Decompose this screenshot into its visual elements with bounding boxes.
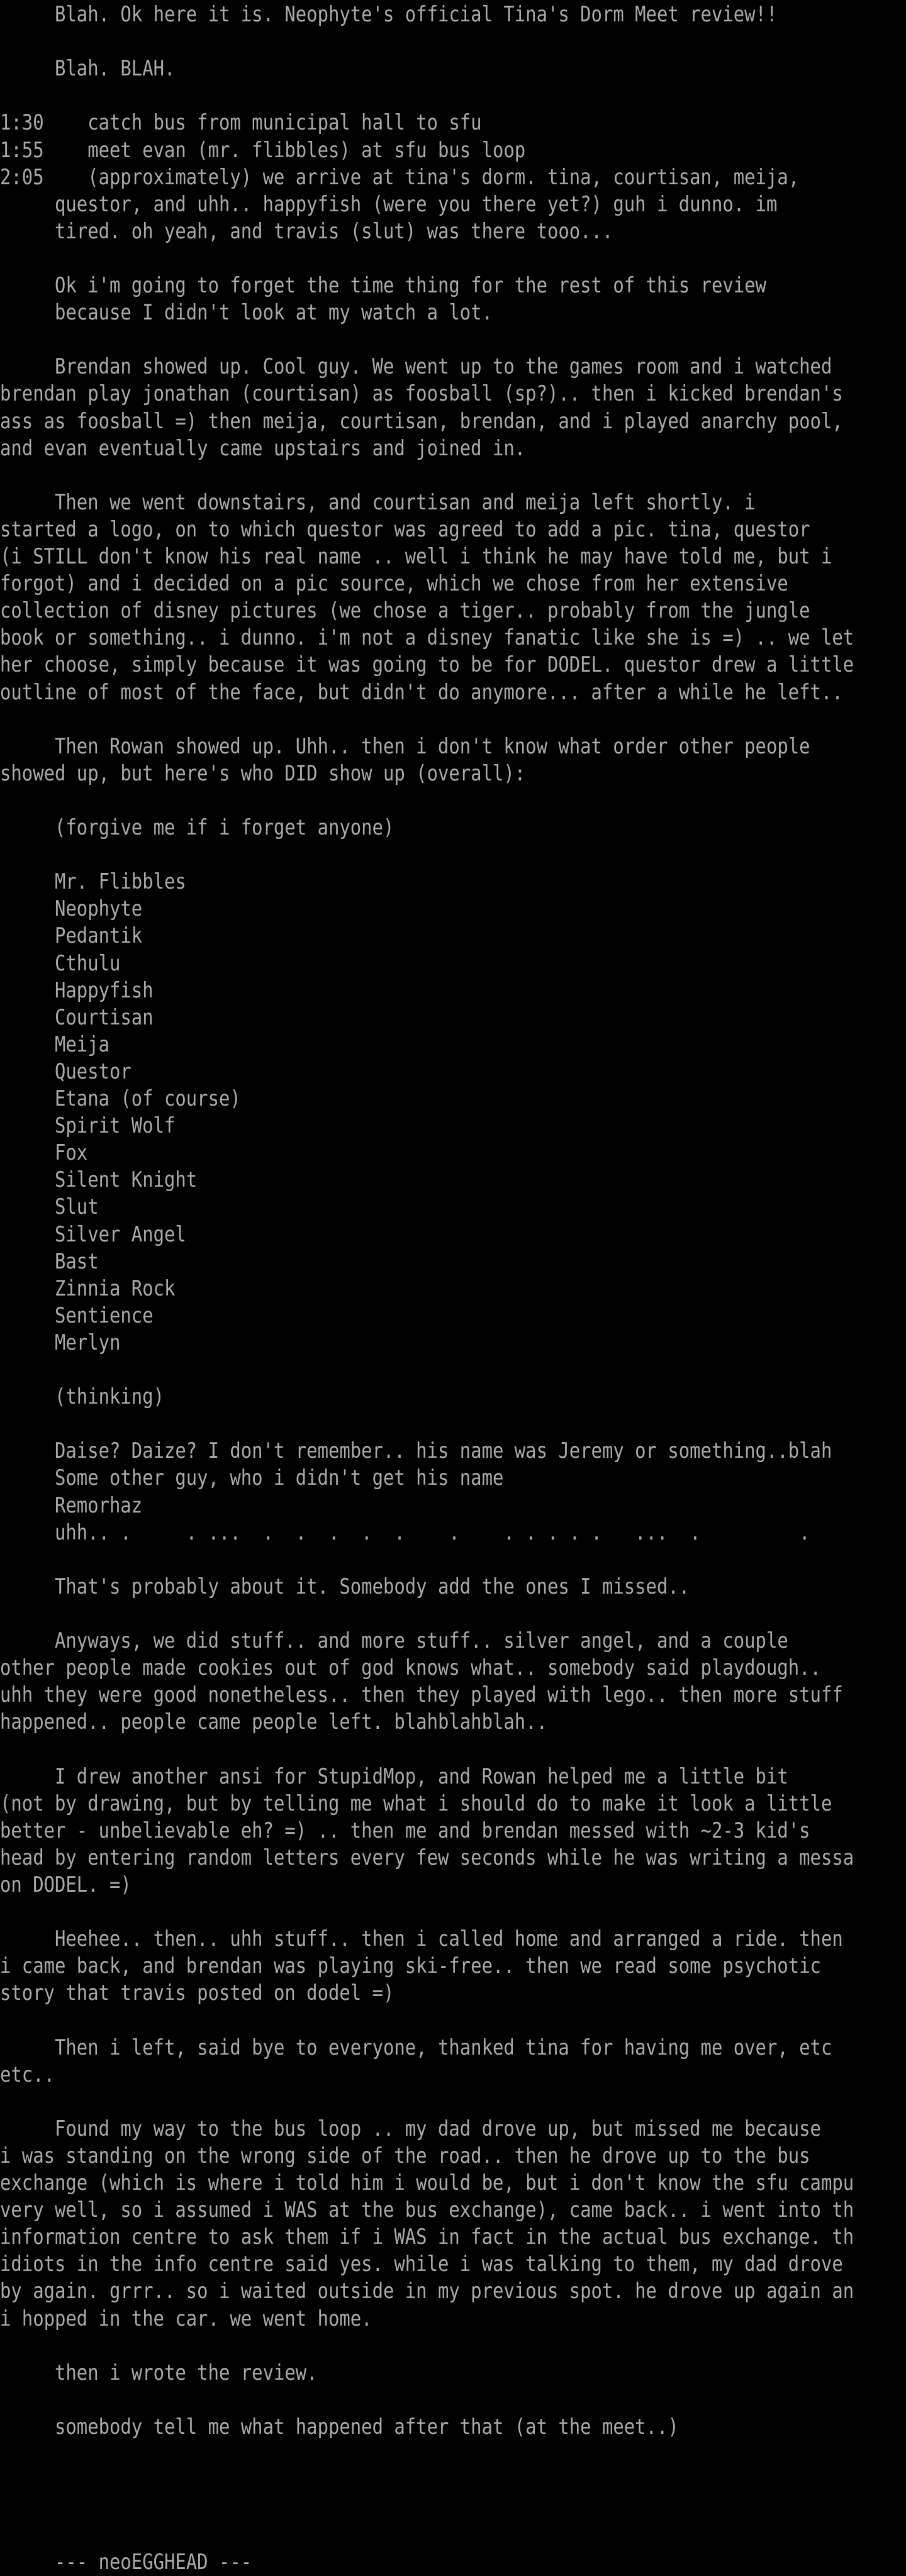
text-line: Slut (0, 1194, 99, 1220)
text-line: --- neoEGGHEAD --- (0, 2550, 252, 2575)
text-line: Then i left, said bye to everyone, thanked tina for having me over, etc (0, 2035, 832, 2060)
text-line: uhh.. . . ... . . . . . . . . . . . ... . . (0, 1519, 810, 1545)
text-line: i came back, and brendan was playing ski-free.. then we read some psychotic (0, 1953, 821, 1979)
text-line: idiots in the info centre said yes. while i was talking to them, my dad drove (0, 2251, 843, 2277)
text-line: Then Rowan showed up. Uhh.. then i don't know what order other people (0, 733, 810, 759)
text-line: brendan play jonathan (courtisan) as foosball (sp?).. then i kicked brendan's (0, 381, 843, 407)
text-line: better - unbelievable eh? =) .. then me and brendan messed with ~2-3 kid's (0, 1818, 810, 1843)
text-line: Bast (0, 1248, 99, 1274)
text-line: Fox (0, 1140, 88, 1166)
text-line: because I didn't look at my watch a lot. (0, 300, 493, 326)
text-line: Daise? Daize? I don't remember.. his name was Jeremy or something..blah (0, 1438, 832, 1464)
text-line: Remorhaz (0, 1492, 143, 1518)
text-line: Sentience (0, 1302, 154, 1328)
text-line: Found my way to the bus loop .. my dad drove up, but missed me because (0, 2116, 821, 2141)
text-line: i hopped in the car. we went home. (0, 2306, 372, 2331)
text-line: 2:05 (approximately) we arrive at tina's dorm. tina, courtisan, meija, (0, 164, 800, 190)
text-line: by again. grrr.. so i waited outside in my previous spot. he drove up again an (0, 2279, 854, 2304)
text-line: Courtisan (0, 1004, 154, 1030)
text-line: Brendan showed up. Cool guy. We went up to the games room and i watched (0, 354, 832, 380)
text-line: (thinking) (0, 1384, 164, 1410)
text-line: etc.. (0, 2062, 55, 2087)
text-line: (forgive me if i forget anyone) (0, 815, 394, 840)
text-line: then i wrote the review. (0, 2360, 318, 2385)
text-line: information centre to ask them if i WAS in fact in the actual bus exchange. th (0, 2224, 854, 2250)
text-line: I drew another ansi for StupidMop, and Rowan helped me a little bit (0, 1763, 788, 1789)
text-line: somebody tell me what happened after that (at the meet..) (0, 2414, 679, 2440)
text-line: Heehee.. then.. uhh stuff.. then i called home and arranged a ride. then (0, 1926, 843, 1952)
text-line: Cthulu (0, 950, 121, 976)
text-line: Meija (0, 1031, 109, 1057)
text-line: Mr. Flibbles (0, 869, 186, 895)
text-line: other people made cookies out of god knows what.. somebody said playdough.. (0, 1655, 821, 1681)
text-line: i was standing on the wrong side of the road.. then he drove up to the bus (0, 2143, 810, 2168)
text-line: Happyfish (0, 977, 154, 1003)
text-line: Pedantik (0, 923, 143, 949)
text-line: Blah. Ok here it is. Neophyte's official Tina's Dorm Meet review!! (0, 2, 778, 27)
text-line: happened.. people came people left. blahblahblah.. (0, 1709, 547, 1735)
text-line: questor, and uhh.. happyfish (were you there yet?) guh i dunno. im (0, 191, 778, 217)
text-line: story that travis posted on dodel =) (0, 1980, 394, 2006)
text-line: started a logo, on to which questor was agreed to add a pic. tina, questor (0, 516, 810, 542)
text-line: ass as foosball =) then meija, courtisan, brendan, and i played anarchy pool, (0, 408, 843, 434)
text-line: Silver Angel (0, 1221, 186, 1247)
text-line: Merlyn (0, 1330, 121, 1355)
text-line: That's probably about it. Somebody add the ones I missed.. (0, 1574, 690, 1599)
text-line: Some other guy, who i didn't get his name (0, 1465, 504, 1491)
text-line: (not by drawing, but by telling me what i should do to make it look a little (0, 1790, 832, 1816)
text-line: very well, so i assumed i WAS at the bus exchange), came back.. i went into th (0, 2197, 854, 2223)
text-line: Etana (of course) (0, 1086, 241, 1111)
text-line: Anyways, we did stuff.. and more stuff.. silver angel, and a couple (0, 1628, 788, 1653)
text-line: Ok i'm going to forget the time thing for the rest of this review (0, 273, 766, 298)
text-line: collection of disney pictures (we chose a tiger.. probably from the jungle (0, 598, 810, 624)
text-line: Spirit Wolf (0, 1113, 176, 1139)
text-line: Blah. BLAH. (0, 56, 176, 82)
text-line: showed up, but here's who DID show up (overall): (0, 760, 526, 786)
text-line: Silent Knight (0, 1167, 198, 1193)
text-line: Questor (0, 1058, 131, 1084)
text-line: 1:55 meet evan (mr. flibbles) at sfu bus loop (0, 137, 526, 163)
text-line: tired. oh yeah, and travis (slut) was there tooo... (0, 218, 613, 244)
text-line: Zinnia Rock (0, 1275, 176, 1301)
text-line: her choose, simply because it was going to be for DODEL. questor drew a little (0, 652, 854, 678)
text-line: uhh they were good nonetheless.. then they played with lego.. then more stuff (0, 1682, 843, 1708)
text-line: on DODEL. =) (0, 1872, 131, 1897)
text-line: forgot) and i decided on a pic source, which we chose from her extensive (0, 571, 788, 597)
text-line: book or something.. i dunno. i'm not a disney fanatic like she is =) .. we let (0, 625, 854, 651)
text-line: outline of most of the face, but didn't do anymore... after a while he left.. (0, 679, 843, 705)
text-line: (i STILL don't know his real name .. well i think he may have told me, but i (0, 544, 832, 569)
text-line: and evan eventually came upstairs and joined in. (0, 435, 526, 461)
text-line: Then we went downstairs, and courtisan and meija left shortly. i (0, 489, 756, 515)
text-line: Neophyte (0, 896, 143, 922)
text-line: head by entering random letters every few seconds while he was writing a messa (0, 1845, 854, 1870)
text-line: 1:30 catch bus from municipal hall to sfu (0, 110, 482, 136)
text-line: exchange (which is where i told him i would be, but i don't know the sfu campu (0, 2170, 854, 2196)
